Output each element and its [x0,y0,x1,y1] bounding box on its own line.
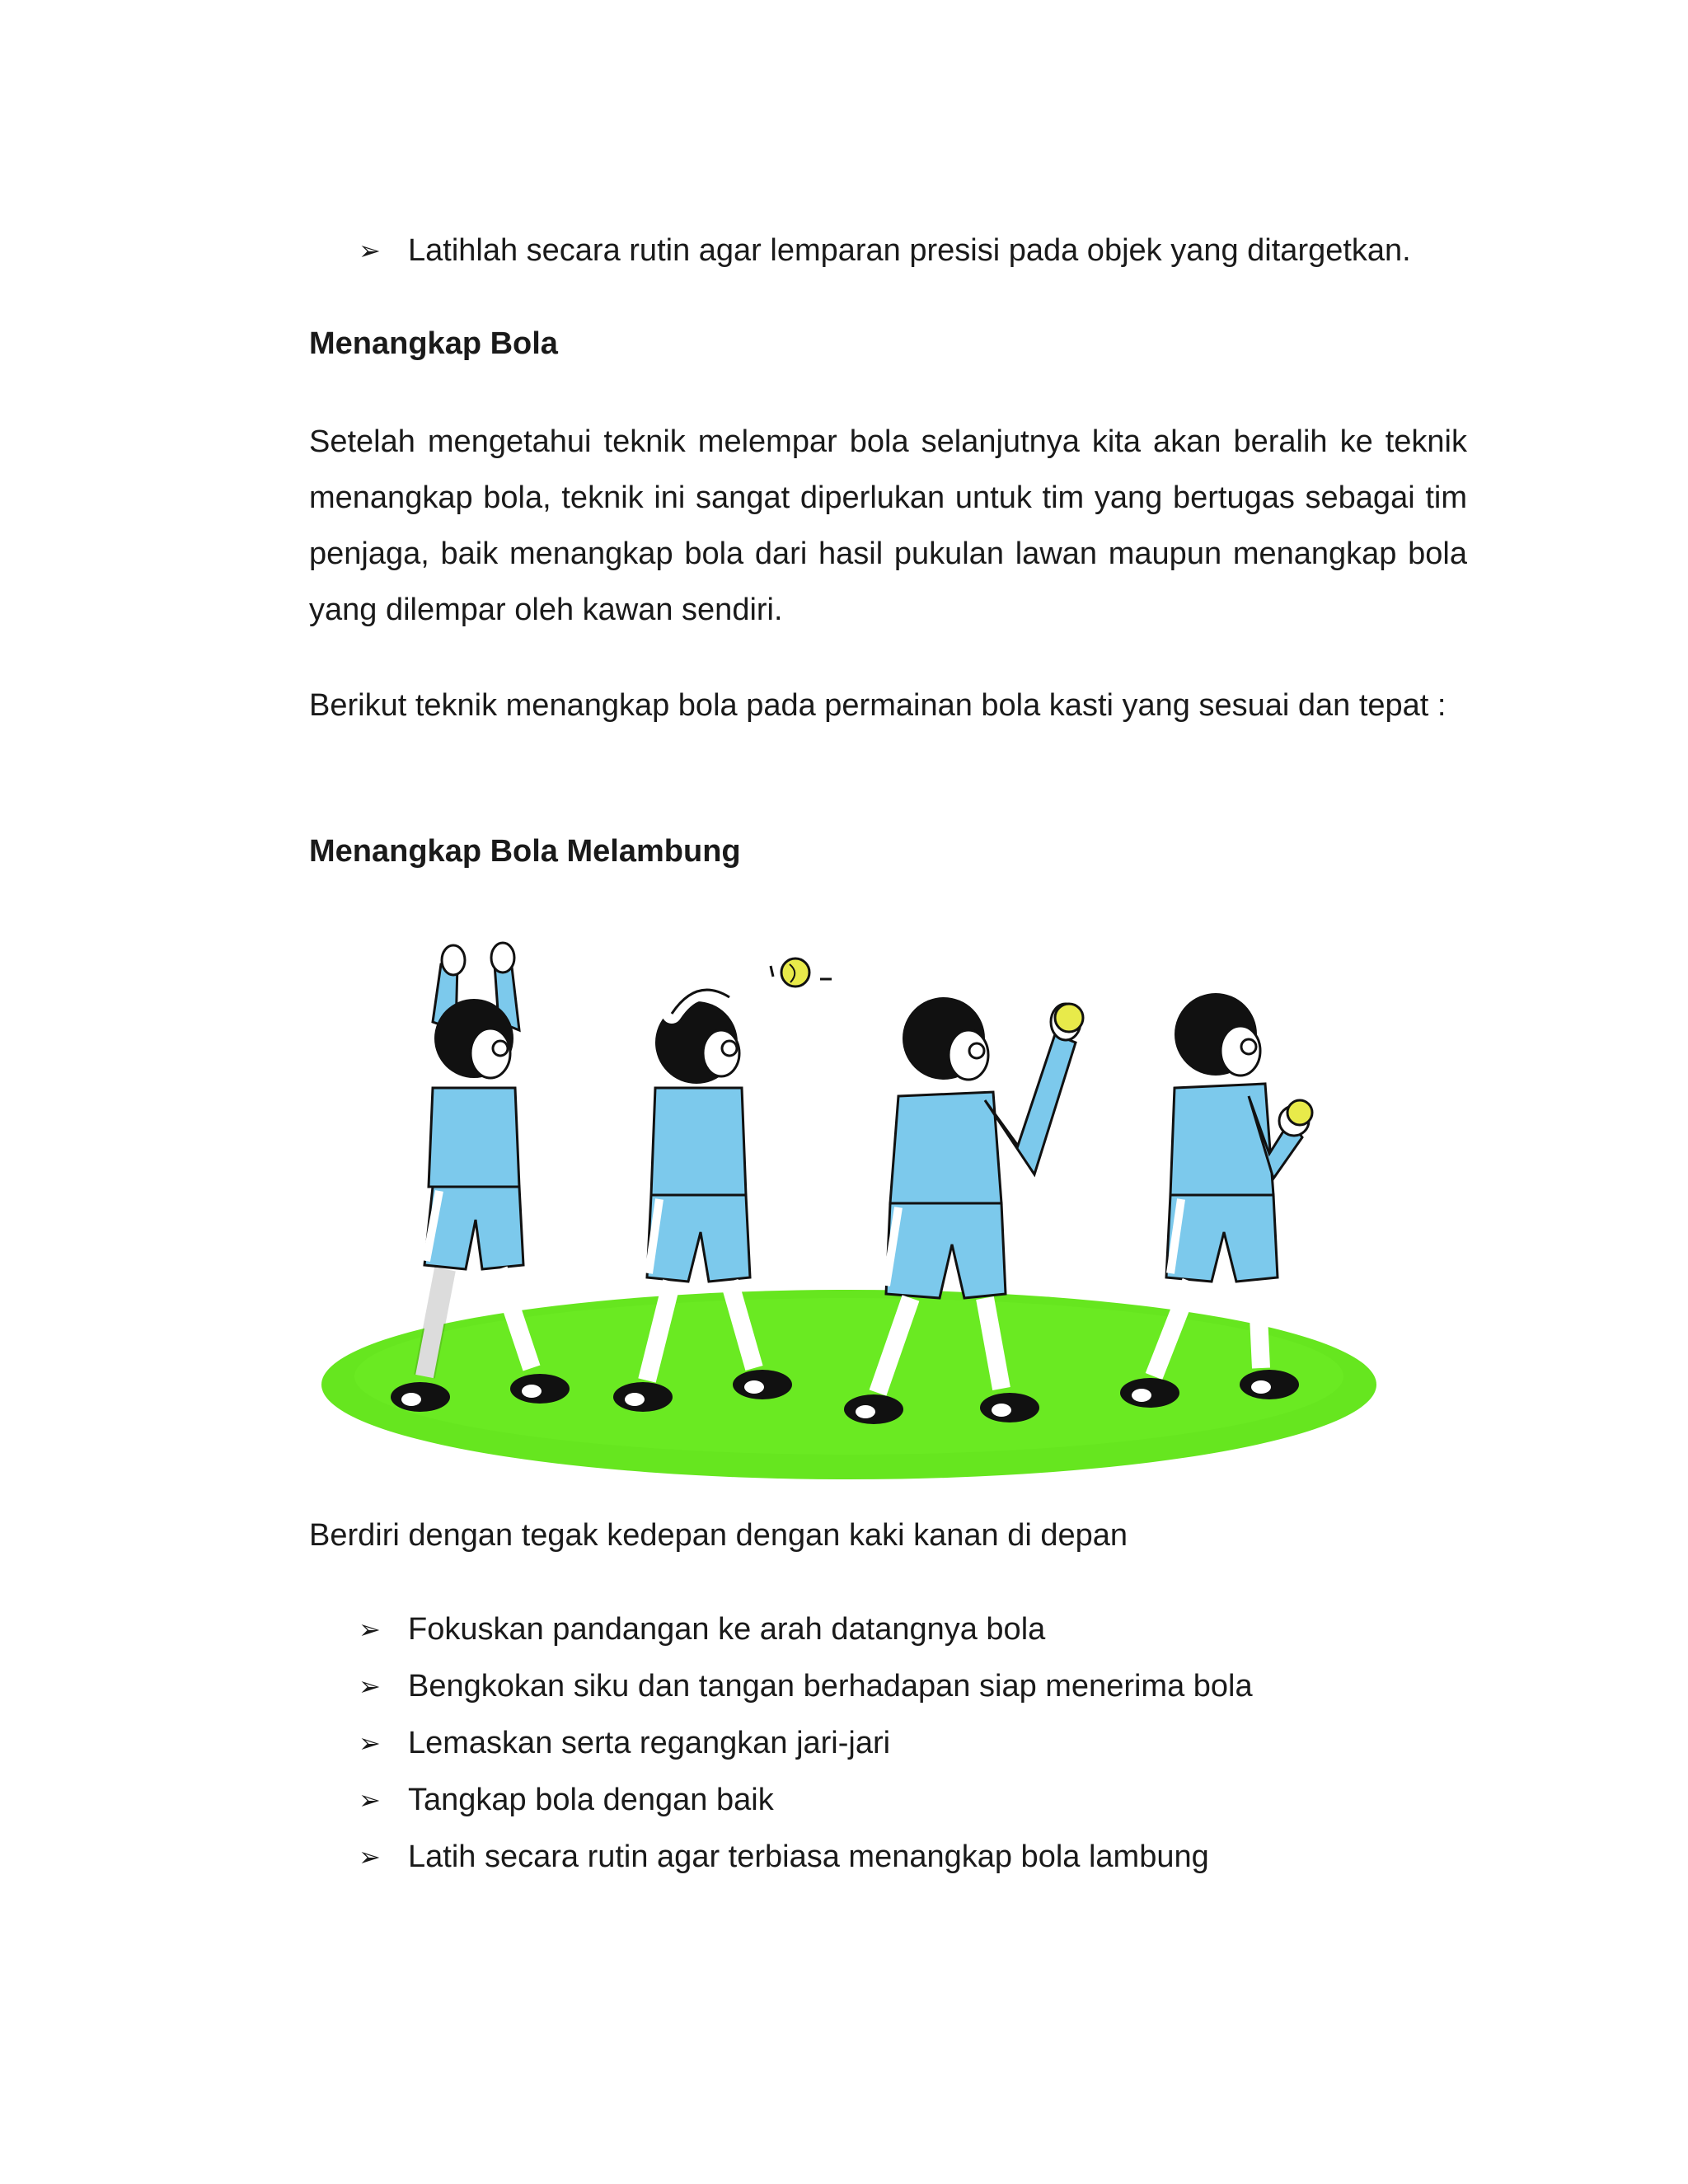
list-item [309,1715,1467,1772]
list-item-text: Fokuskan pandangan ke arah datangnya bola [408,1612,1046,1647]
list-item [309,1829,1467,1886]
catching-steps-list [309,1601,1467,1886]
lead-in-paragraph: Berikut teknik menangkap bola pada permainan bola kasti yang sesuai dan tepat : [309,688,1447,723]
arrow-bullet-icon: ➢ [359,1671,381,1701]
stance-paragraph: Berdiri dengan tegak kedepan dengan kaki kanan di depan [309,1518,1128,1553]
arrow-bullet-icon: ➢ [359,1842,381,1872]
section-heading-menangkap-bola-melambung: Menangkap Bola Melambung [309,834,741,869]
catching-sequence-illustration [309,915,1381,1492]
arrow-bullet-icon: ➢ [359,1785,381,1815]
list-item [309,1601,1467,1658]
arrow-bullet-icon: ➢ [359,1615,381,1644]
list-item-text: Lemaskan serta regangkan jari-jari [408,1726,891,1760]
section-heading-menangkap-bola: Menangkap Bola [309,326,558,361]
list-item-text: Tangkap bola dengan baik [408,1783,774,1817]
list-item [309,1772,1467,1829]
top-bullet-list [309,223,1467,279]
arrow-bullet-icon: ➢ [359,1728,381,1758]
grass-highlight [354,1298,1343,1455]
list-item [309,223,1467,279]
intro-paragraph: Setelah mengetahui teknik melempar bola selanjutnya kita akan beralih ke teknik menangkap bola, teknik ini sangat diperlukan untuk tim yang bertugas sebagai tim penjaga, baik menangkap bola dari hasil pukulan lawan maupun menangkap bola yang dilempar oleh kawan sendiri. [309,424,1467,627]
list-item-text: Bengkokan siku dan tangan berhadapan siap menerima bola [408,1669,1253,1704]
list-item-text: Latih secara rutin agar terbiasa menangkap bola lambung [408,1840,1209,1874]
arrow-bullet-icon: ➢ [359,236,381,265]
list-item-text: Latihlah secara rutin agar lemparan presisi pada objek yang ditargetkan. [408,233,1411,268]
list-item [309,1658,1467,1715]
